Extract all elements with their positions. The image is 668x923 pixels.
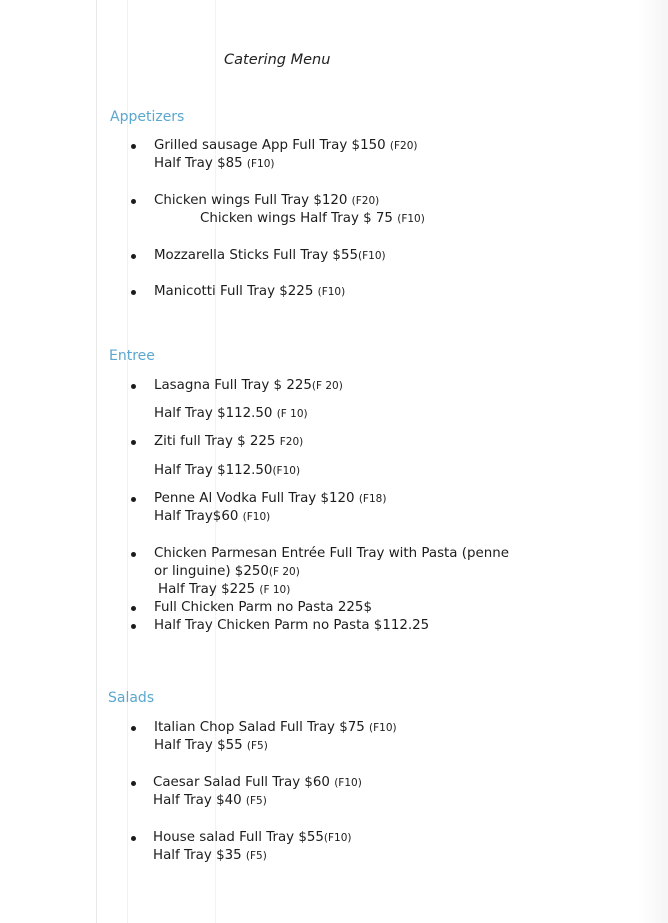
item-code: (F5) xyxy=(246,740,268,752)
item-code: (F10) xyxy=(397,213,425,225)
bullet xyxy=(131,726,136,731)
item-code: (F10) xyxy=(317,286,346,298)
item-text: or linguine) $250 xyxy=(154,564,269,579)
bullet xyxy=(131,199,136,204)
item-code: (F5) xyxy=(245,850,267,862)
bullet xyxy=(131,384,136,389)
item-code: (F 20) xyxy=(311,380,343,392)
bullet xyxy=(131,624,136,629)
menu-item-chicken-parmesan xyxy=(154,545,509,599)
page-edge-shadow xyxy=(638,0,668,923)
menu-item-ziti-full xyxy=(154,433,303,451)
bullet xyxy=(131,254,136,259)
item-text: Half Tray $85 xyxy=(154,156,247,171)
item-text: Penne Al Vodka Full Tray $120 xyxy=(154,491,359,506)
item-text: Half Tray $225 xyxy=(158,582,260,597)
section-heading-salads: Salads xyxy=(108,690,155,706)
menu-item-grilled-sausage xyxy=(154,137,417,173)
menu-item-mozzarella-sticks xyxy=(154,247,386,265)
bullet xyxy=(131,781,136,786)
item-code: (F 20) xyxy=(268,566,300,578)
item-text: Chicken Parmesan Entrée Full Tray with Pasta (penne xyxy=(154,546,509,561)
item-code: (F10) xyxy=(272,465,301,477)
item-text: Manicotti Full Tray $225 xyxy=(154,284,318,299)
scan-artifact-line xyxy=(96,0,97,923)
item-text: Half Tray $40 xyxy=(153,793,246,808)
scan-artifact-line xyxy=(127,0,128,923)
item-code: (F10) xyxy=(242,511,271,523)
bullet xyxy=(131,606,136,611)
bullet xyxy=(131,836,136,841)
item-code: (F10) xyxy=(246,158,275,170)
menu-item-manicotti xyxy=(154,283,345,301)
item-code: (F5) xyxy=(245,795,267,807)
menu-item-ziti-half xyxy=(154,462,300,480)
item-text: Mozzarella Sticks Full Tray $55 xyxy=(154,248,358,263)
item-text: Chicken wings Half Tray $ 75 xyxy=(200,211,398,226)
item-code: F20) xyxy=(279,436,304,448)
menu-item-italian-chop-salad xyxy=(154,719,397,755)
menu-item-house-salad xyxy=(153,829,352,865)
bullet xyxy=(131,440,136,445)
item-text: Lasagna Full Tray $ 225 xyxy=(154,378,312,393)
item-text: Half Tray $55 xyxy=(154,738,247,753)
menu-item-half-chicken-parm xyxy=(154,617,429,635)
menu-item-lasagna-half xyxy=(154,405,308,423)
item-text: Italian Chop Salad Full Tray $75 xyxy=(154,720,370,735)
item-text: Half Tray $35 xyxy=(153,848,246,863)
section-heading-entree: Entree xyxy=(109,348,155,364)
item-text: Half Tray Chicken Parm no Pasta $112.25 xyxy=(154,618,430,633)
item-code: (F10) xyxy=(358,250,386,262)
menu-item-lasagna-full xyxy=(154,377,343,395)
item-code: (F20) xyxy=(389,140,418,152)
menu-item-penne-al-vodka xyxy=(154,490,386,526)
item-code: (F10) xyxy=(334,777,362,789)
item-code: (F18) xyxy=(358,493,387,505)
item-text: Grilled sausage App Full Tray $150 xyxy=(154,138,390,153)
item-code: (F10) xyxy=(323,832,352,844)
item-code: (F 10) xyxy=(276,408,308,420)
section-heading-appetizers: Appetizers xyxy=(110,109,185,125)
bullet xyxy=(131,497,136,502)
item-code: (F 10) xyxy=(259,584,291,596)
menu-item-caesar-salad xyxy=(153,774,362,810)
page-title: Catering Menu xyxy=(224,52,331,68)
item-text: Caesar Salad Full Tray $60 xyxy=(153,775,335,790)
item-text: House salad Full Tray $55 xyxy=(153,830,324,845)
bullet xyxy=(131,552,136,557)
menu-item-full-chicken-parm xyxy=(154,599,372,617)
item-text: Chicken wings Full Tray $120 xyxy=(154,193,352,208)
item-text: Full Chicken Parm no Pasta 225$ xyxy=(154,600,372,615)
bullet xyxy=(131,290,136,295)
item-code: (F10) xyxy=(369,722,397,734)
item-text: Half Tray $112.50 xyxy=(154,406,277,421)
item-text: Half Tray$60 xyxy=(154,509,243,524)
menu-item-chicken-wings xyxy=(154,192,425,228)
item-text: Ziti full Tray $ 225 xyxy=(154,434,280,449)
item-code: (F20) xyxy=(351,195,380,207)
bullet xyxy=(131,144,136,149)
item-text: Half Tray $112.50 xyxy=(154,463,273,478)
